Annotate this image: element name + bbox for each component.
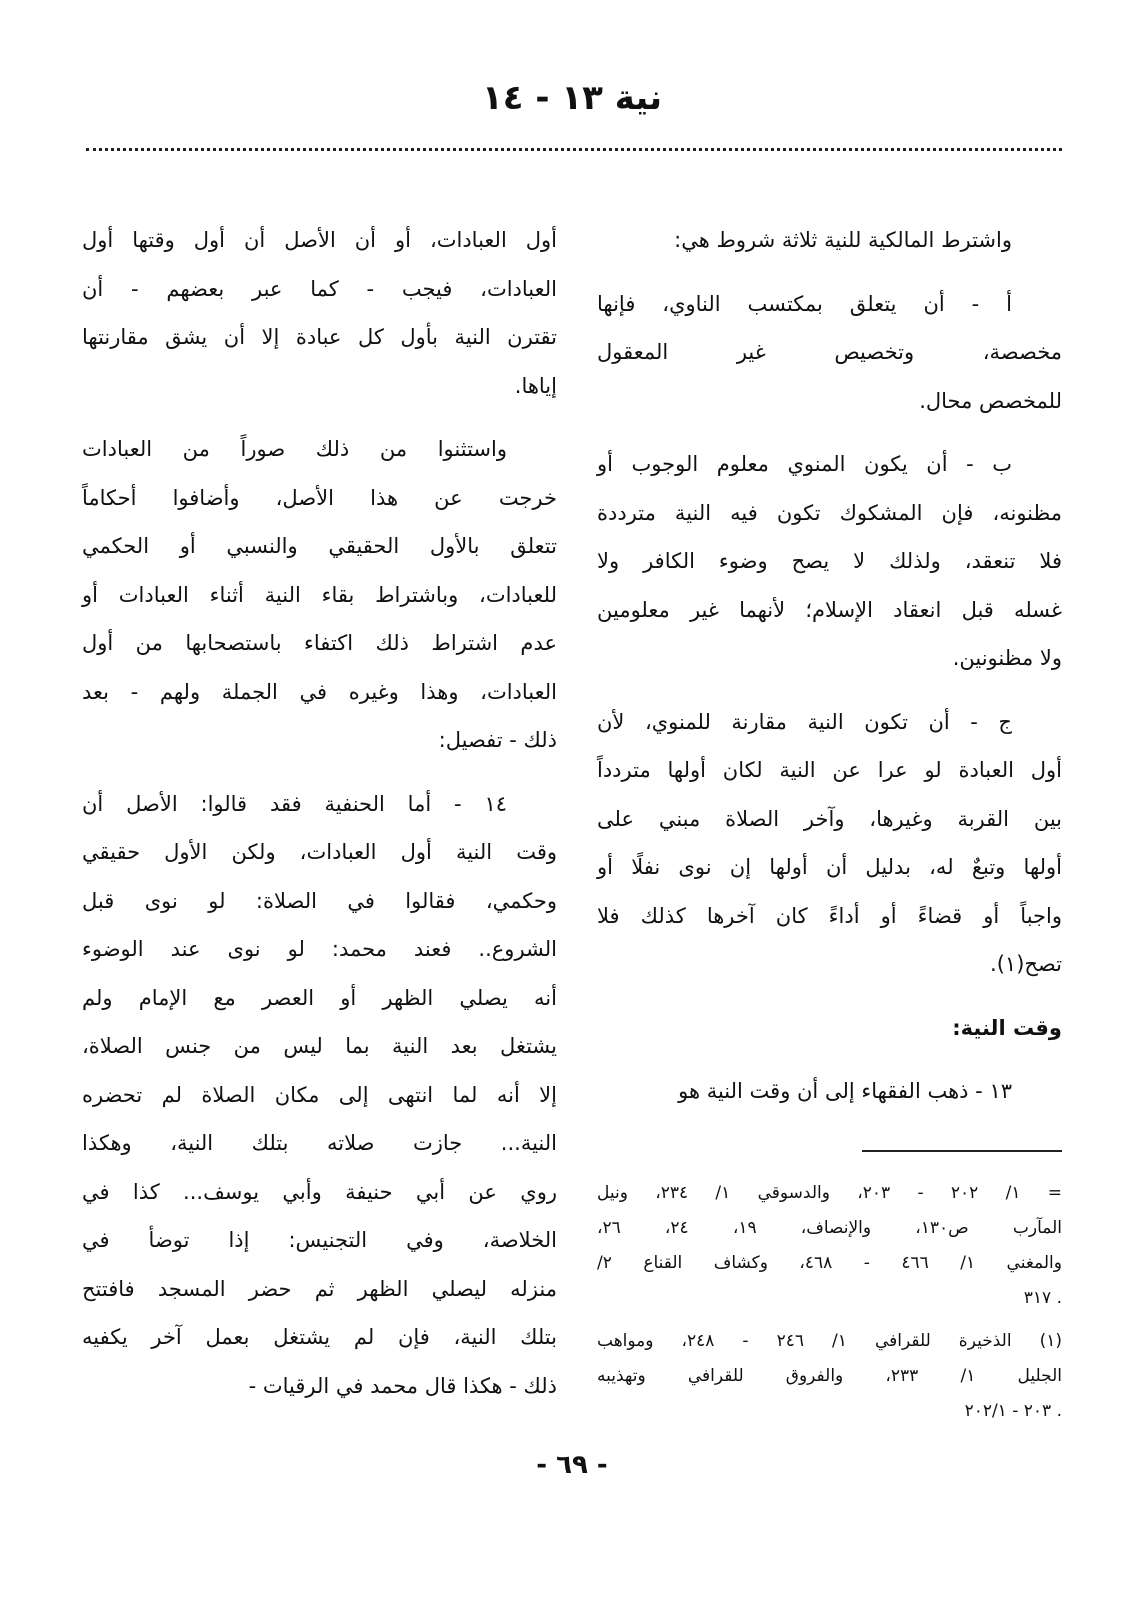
text-line: بين القربة وغيرها، وآخر الصلاة مبني على	[597, 806, 1062, 831]
text-line: خرجت عن هذا الأصل، وأضافوا أحكاماً	[82, 485, 557, 510]
text-line: بتلك النية، فإن لم يشتغل بعمل آخر يكفيه	[82, 1325, 557, 1349]
text-line: تتعلق بالأول الحقيقي والنسبي أو الحكمي	[82, 534, 557, 558]
text-line: غسله قبل انعقاد الإسلام؛ لأنهما غير معلومين	[597, 597, 1062, 622]
text-line: ب - أن يكون المنوي معلوم الوجوب أو	[597, 452, 1012, 476]
text-line: واستثنوا من ذلك صوراً من العبادات	[82, 437, 507, 461]
text-line: للمخصص محال.	[919, 388, 1062, 413]
paragraph	[597, 1067, 1062, 1116]
text-line: (١) الذخيرة للقرافي ١/ ٢٤٦ - ٢٤٨، ومواهب	[597, 1331, 1062, 1351]
text-line: أولها وتبعٌ له، بدليل أن أولها إن نوى نفلًا أو	[597, 855, 1062, 879]
text-line: تقترن النية بأول كل عبادة إلا أن يشق مقارنتها	[82, 325, 557, 349]
text-line: فلا تنعقد، ولذلك لا يصح وضوء الكافر ولا	[597, 549, 1062, 573]
text-line: إلا أنه لما انتهى إلى مكان الصلاة لم تحضره	[82, 1082, 557, 1107]
text-line: عدم اشتراط ذلك اكتفاء باستصحابها من أول	[82, 631, 557, 655]
text-line: يشتغل بعد النية بما ليس من جنس الصلاة،	[82, 1034, 557, 1058]
right-column	[597, 216, 1062, 1131]
text-line: = ١/ ٢٠٢ - ٢٠٣، والدسوقي ١/ ٢٣٤، ونيل	[597, 1183, 1063, 1203]
footnote-divider	[862, 1150, 1062, 1152]
paragraph	[597, 440, 1062, 683]
text-line: . ٣١٧	[1023, 1288, 1062, 1308]
paragraph	[82, 216, 557, 410]
text-line: أول العبادة لو عرا عن النية لكان أولها متردداً	[597, 758, 1062, 782]
text-line: العبادات، فيجب - كما عبر بعضهم - أن	[82, 276, 557, 301]
text-line: للعبادات، وباشتراط بقاء النية أثناء العبادات أو	[82, 582, 557, 607]
paragraph	[597, 280, 1062, 426]
text-line: المآرب ص١٣٠، والإنصاف، ١٩، ٢٤، ٢٦،	[597, 1218, 1062, 1238]
text-line: النية... جازت صلاته بتلك النية، وهكذا	[82, 1131, 557, 1155]
text-line: ١٤ - أما الحنفية فقد قالوا: الأصل أن	[82, 791, 507, 816]
text-line: أ - أن يتعلق بمكتسب الناوي، فإنها	[597, 291, 1012, 316]
text-line: . ٢٠٣ - ٢٠٢/١	[964, 1401, 1062, 1421]
section-heading	[597, 1004, 1062, 1053]
text-line: أول العبادات، أو أن الأصل أن أول وقتها أول	[82, 228, 557, 252]
text-line: وقت النية:	[952, 1015, 1062, 1040]
text-line: تصح(١).	[990, 952, 1062, 976]
left-column	[82, 216, 557, 1425]
text-line: ذلك - تفصيل:	[438, 728, 557, 752]
footnotes	[597, 1176, 1062, 1437]
paragraph	[597, 698, 1062, 989]
text-line: مخصصة، وتخصيص غير المعقول	[597, 340, 1062, 364]
text-line: إياها.	[514, 373, 557, 398]
page-header-title: نية ١٣ - ١٤	[482, 78, 662, 118]
paragraph	[597, 216, 1062, 265]
text-line: وحكمي، فقالوا في الصلاة: لو نوى قبل	[82, 888, 557, 913]
text-line: منزله ليصلي الظهر ثم حضر المسجد فافتتح	[82, 1276, 557, 1301]
text-line: وقت النية أول العبادات، ولكن الأول حقيقي	[82, 840, 557, 864]
text-line: مظنونه، فإن المشكوك تكون فيه النية مترددة	[597, 500, 1062, 525]
footnote	[597, 1324, 1062, 1429]
text-line: ١٣ - ذهب الفقهاء إلى أن وقت النية هو	[678, 1079, 1012, 1103]
text-line: ج - أن تكون النية مقارنة للمنوي، لأن	[597, 709, 1012, 734]
text-line: واشترط المالكية للنية ثلاثة شروط هي:	[674, 228, 1012, 252]
text-line: والمغني ١/ ٤٦٦ - ٤٦٨، وكشاف القناع ٢/	[597, 1253, 1062, 1273]
text-line: الخلاصة، وفي التجنيس: إذا توضأ في	[82, 1228, 557, 1252]
page-number: - ٦٩ -	[536, 1450, 608, 1480]
text-line: الشروع.. فعند محمد: لو نوى عند الوضوء	[82, 937, 557, 961]
text-line: واجباً أو قضاءً أو أداءً كان آخرها كذلك فلا	[597, 903, 1062, 928]
text-line: روي عن أبي حنيفة وأبي يوسف... كذا في	[82, 1179, 557, 1204]
text-line: أنه يصلي الظهر أو العصر مع الإمام ولم	[82, 985, 557, 1010]
paragraph	[82, 780, 557, 1411]
text-line: الجليل ١/ ٢٣٣، والفروق للقرافي وتهذيبه	[597, 1366, 1063, 1386]
text-line: العبادات، وهذا وغيره في الجملة ولهم - بعد	[82, 679, 557, 704]
header-dotted-divider	[86, 148, 1062, 151]
text-line: ولا مظنونين.	[952, 646, 1062, 670]
text-line: ذلك - هكذا قال محمد في الرقيات -	[248, 1373, 557, 1398]
paragraph	[82, 425, 557, 765]
footnote	[597, 1176, 1062, 1316]
